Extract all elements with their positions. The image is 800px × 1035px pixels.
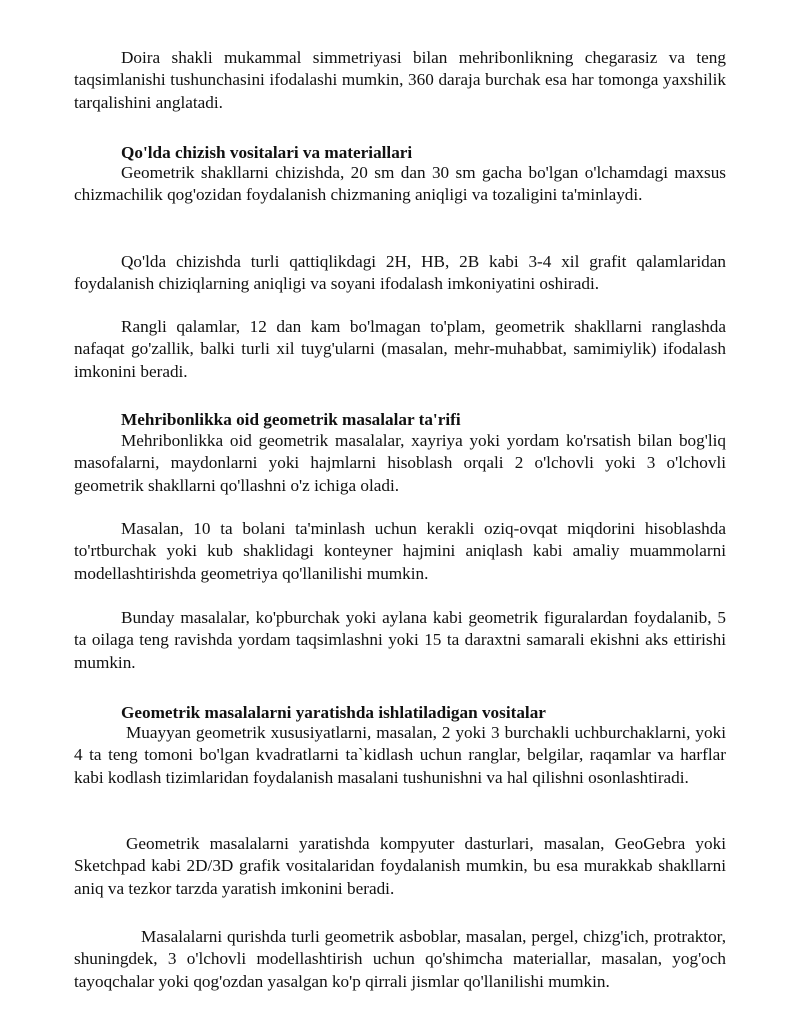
paragraph-computer-software: Geometrik masalalarni yaratishda kompyuter dasturlari, masalan, GeoGebra yoki Sketchpad kabi 2D/3D grafik vositalaridan foydalanish mumkin, bu esa murakkab shakllarni aniq va tezkor tarzda yaratish imkonini beradi. [74, 834, 726, 898]
paragraph-geometric-instruments: Masalalarni qurishda turli geometrik asboblar, masalan, pergel, chizg'ich, protraktor, shuningdek, 3 o'lchovli modellashtirish uchun qo'shimcha materiallar, masalan, yog'och tayoqchalar yoki qog'ozdan yasalgan ko'p qirrali jismlar qo'llanilishi mumkin. [74, 927, 726, 991]
paragraph-coding-systems: Muayyan geometrik xususiyatlarni, masalan, 2 yoki 3 burchakli uchburchaklarni, yoki 4 ta teng tomoni bo'lgan kvadratlarni ta`kidlash uchun ranglar, belgilar, raqamlar va harflar kabi kodlash tizimlaridan foydalanish masalani tushunishni va hal qilishni osonlashtiradi. [74, 723, 726, 787]
paragraph-circle-symmetry: Doira shakli mukammal simmetriyasi bilan mehribonlikning chegarasiz va teng taqsimlanishi tushunchasini ifodalashi mumkin, 360 daraja burchak esa har tomonga yaxshilik tarqalishini anglatadi. [74, 48, 726, 112]
paragraph-colored-pencils: Rangli qalamlar, 12 dan kam bo'lmagan to'plam, geometrik shakllarni ranglashda nafaqat go'zallik, balki turli xil tuyg'ularni (masalan, mehr-muhabbat, samimiylik) ifodalash imkonini beradi. [74, 317, 726, 381]
paragraph-graphite-pencils: Qo'lda chizishda turli qattiqlikdagi 2H, HB, 2B kabi 3-4 xil grafit qalamlaridan foydalanish chiziqlarning aniqligi va soyani ifodalash imkoniyatini oshiradi. [74, 252, 726, 294]
section-heading-kindness-problems: Mehribonlikka oid geometrik masalalar ta'rifi [121, 410, 461, 429]
section-heading-drawing-tools: Qo'lda chizish vositalari va materiallari [121, 143, 413, 162]
paragraph-polygon-circle-example: Bunday masalalar, ko'pburchak yoki aylana kabi geometrik figuralardan foydalanib, 5 ta oilaga teng ravishda yordam taqsimlashni yoki 15 ta daraxtni samarali ekishni aks ettirishi mumkin. [74, 608, 726, 672]
section-heading-problem-creation-tools: Geometrik masalalarni yaratishda ishlatiladigan vositalar [121, 703, 546, 722]
paragraph-drawing-paper: Geometrik shakllarni chizishda, 20 sm dan 30 sm gacha bo'lgan o'lchamdagi maxsus chizmachilik qog'ozidan foydalanish chizmaning aniqligi va tozaligini ta'minlaydi. [74, 163, 726, 205]
paragraph-container-volume-example: Masalan, 10 ta bolani ta'minlash uchun kerakli oziq-ovqat miqdorini hisoblashda to'rtburchak yoki kub shaklidagi konteyner hajmini aniqlash kabi amaliy muammolarni modellashtirishda geometriya qo'llanilishi mumkin. [74, 519, 726, 583]
paragraph-kindness-problems-definition: Mehribonlikka oid geometrik masalalar, xayriya yoki yordam ko'rsatish bilan bog'liq masofalarni, maydonlarni yoki hajmlarni hisoblash orqali 2 o'lchovli yoki 3 o'lchovli geometrik shakllarni qo'llashni o'z ichiga oladi. [74, 431, 726, 495]
